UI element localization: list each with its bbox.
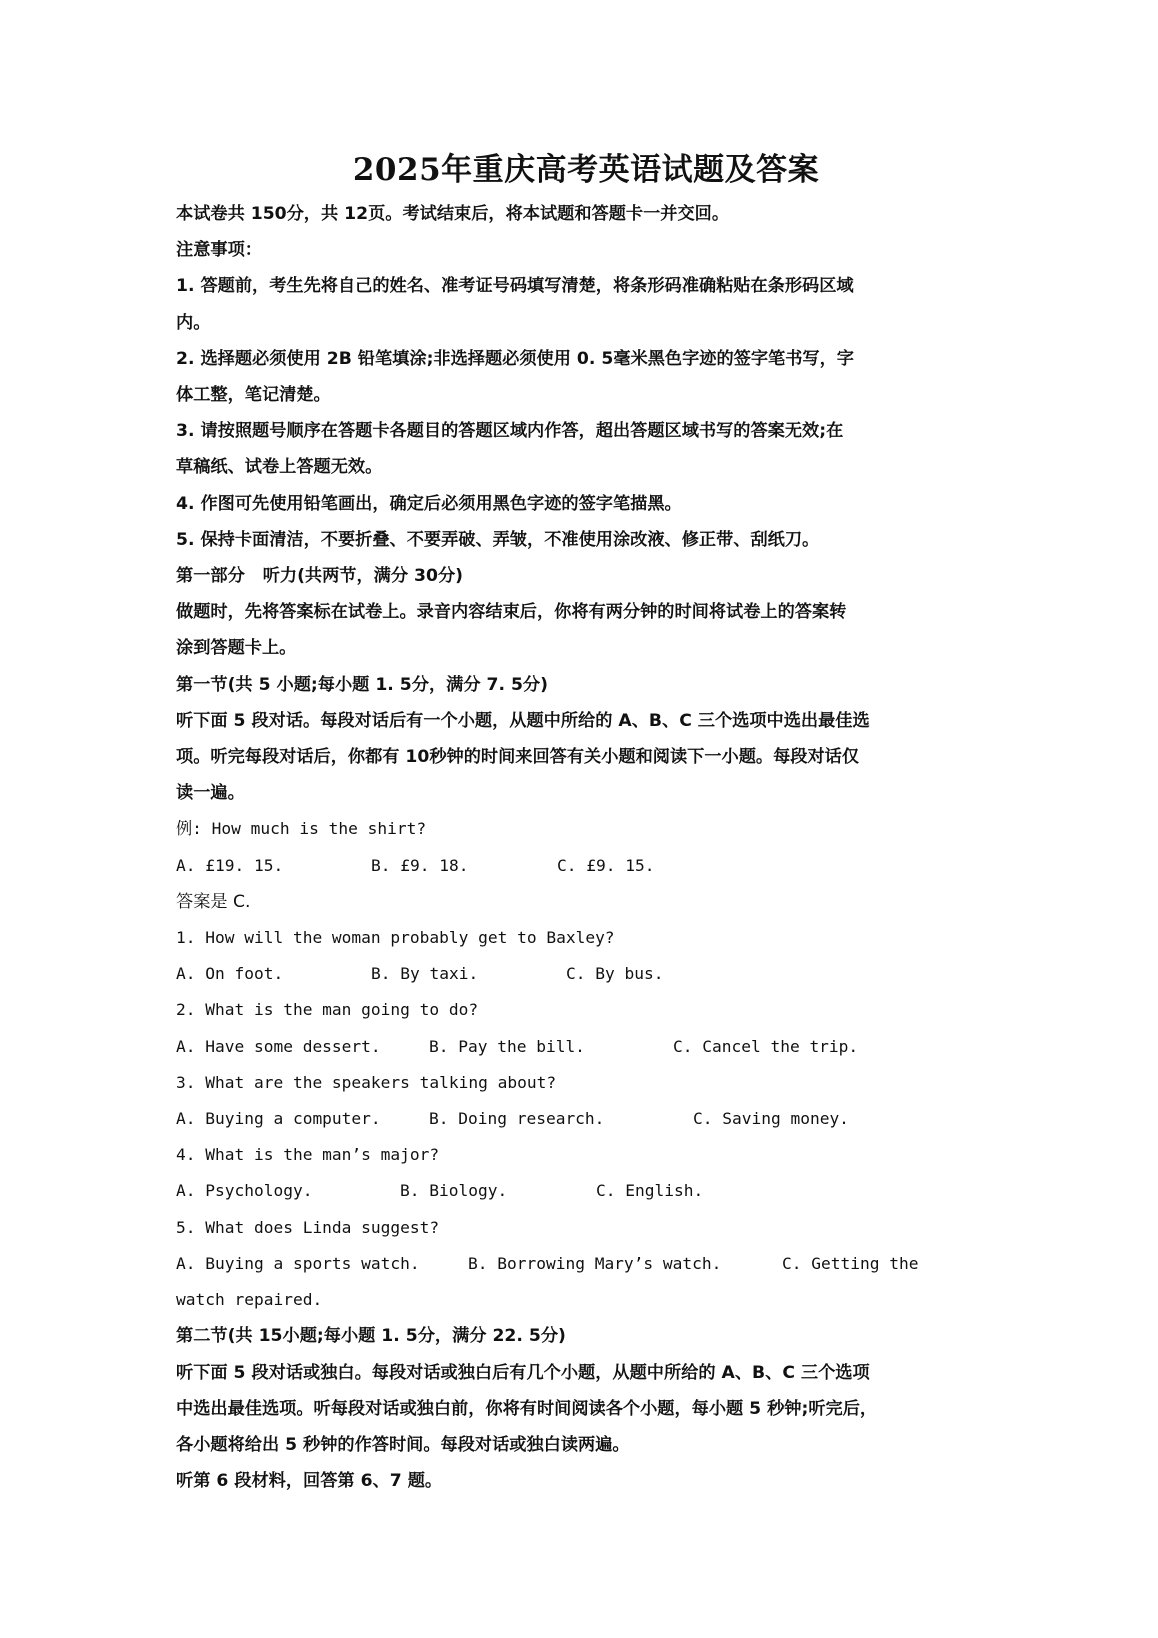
option-a: A. On foot. <box>176 964 284 984</box>
example-option-c: C. £9. 15. <box>557 855 655 875</box>
question-1: 1. How will the woman probably get to Baxley? <box>176 928 615 948</box>
section1-instruction-line: 读一遍。 <box>176 783 245 804</box>
example-option-a: A. £19. 15. <box>176 855 284 875</box>
section1-heading: 第一节(共 5 小题;每小题 1. 5分，满分 7. 5分) <box>176 674 548 695</box>
option-a: A. Psychology. <box>176 1181 313 1201</box>
question-1-options <box>176 956 996 992</box>
question-5-option-continuation: watch repaired. <box>176 1290 323 1310</box>
note-line: 1. 答题前，考生先将自己的姓名、准考证号码填写清楚，将条形码准确粘贴在条形码区域 <box>176 276 854 297</box>
note-line: 3. 请按照题号顺序在答题卡各题目的答题区域内作答，超出答题区域书写的答案无效;在 <box>176 421 844 442</box>
material-6-heading: 听第 6 段材料，回答第 6、7 题。 <box>176 1471 443 1492</box>
option-b: B. Biology. <box>400 1181 508 1201</box>
note-line: 5. 保持卡面清洁，不要折叠、不要弄破、弄皱，不准使用涂改液、修正带、刮纸刀。 <box>176 529 820 550</box>
document-title: 2025年重庆高考英语试题及答案 <box>352 152 820 188</box>
option-c: C. Cancel the trip. <box>673 1036 859 1056</box>
note-line: 体工整，笔记清楚。 <box>176 385 331 406</box>
question-5: 5. What does Linda suggest? <box>176 1217 440 1237</box>
example-question: 例: How much is the shirt? <box>176 819 427 839</box>
question-4-options <box>176 1173 996 1209</box>
part1-instruction-line: 涂到答题卡上。 <box>176 638 297 659</box>
question-3: 3. What are the speakers talking about? <box>176 1072 557 1092</box>
notes-heading: 注意事项： <box>176 240 262 261</box>
option-a: A. Have some dessert. <box>176 1036 381 1056</box>
example-options <box>176 848 996 884</box>
option-c: C. English. <box>596 1181 704 1201</box>
section2-heading: 第二节(共 15小题;每小题 1. 5分，满分 22. 5分) <box>176 1326 566 1347</box>
option-a: A. Buying a sports watch. <box>176 1253 420 1273</box>
example-answer: 答案是 C. <box>176 891 251 912</box>
option-b: B. Pay the bill. <box>429 1036 585 1056</box>
option-b: B. By taxi. <box>371 964 479 984</box>
example-option-b: B. £9. 18. <box>371 855 469 875</box>
option-b: B. Borrowing Mary’s watch. <box>468 1253 722 1273</box>
note-line: 4. 作图可先使用铅笔画出，确定后必须用黑色字迹的签字笔描黑。 <box>176 493 682 514</box>
option-c: C. By bus. <box>566 964 664 984</box>
exam-page <box>176 148 996 1499</box>
question-2: 2. What is the man going to do? <box>176 1000 479 1020</box>
part1-heading: 第一部分 听力(共两节，满分 30分) <box>176 566 464 587</box>
option-a: A. Buying a computer. <box>176 1109 381 1129</box>
note-line: 内。 <box>176 312 211 333</box>
section1-instruction-line: 听下面 5 段对话。每段对话后有一个小题，从题中所给的 A、B、C 三个选项中选出最佳选 <box>176 710 870 731</box>
intro-text: 本试卷共 150分，共 12页。考试结束后，将本试题和答题卡一并交回。 <box>176 204 730 224</box>
question-2-options <box>176 1029 996 1065</box>
question-5-options <box>176 1246 996 1282</box>
section1-instruction-line: 项。听完每段对话后，你都有 10秒钟的时间来回答有关小题和阅读下一小题。每段对话仅 <box>176 747 860 768</box>
option-c: C. Getting the <box>782 1253 919 1273</box>
option-c: C. Saving money. <box>693 1109 849 1129</box>
part1-instruction-line: 做题时，先将答案标在试卷上。录音内容结束后，你将有两分钟的时间将试卷上的答案转 <box>176 602 847 623</box>
question-4: 4. What is the man’s major? <box>176 1145 440 1165</box>
section2-instruction-line: 中选出最佳选项。听每段对话或独白前，你将有时间阅读各个小题，每小题 5 秒钟;听完后， <box>176 1398 878 1419</box>
section2-instruction-line: 各小题将给出 5 秒钟的作答时间。每段对话或独白读两遍。 <box>176 1434 630 1455</box>
option-b: B. Doing research. <box>429 1109 605 1129</box>
note-line: 2. 选择题必须使用 2B 铅笔填涂;非选择题必须使用 0. 5毫米黑色字迹的签字笔书写，字 <box>176 348 854 369</box>
note-line: 草稿纸、试卷上答题无效。 <box>176 457 383 478</box>
question-3-options <box>176 1101 996 1137</box>
section2-instruction-line: 听下面 5 段对话或独白。每段对话或独白后有几个小题，从题中所给的 A、B、C 三个选项 <box>176 1362 870 1383</box>
